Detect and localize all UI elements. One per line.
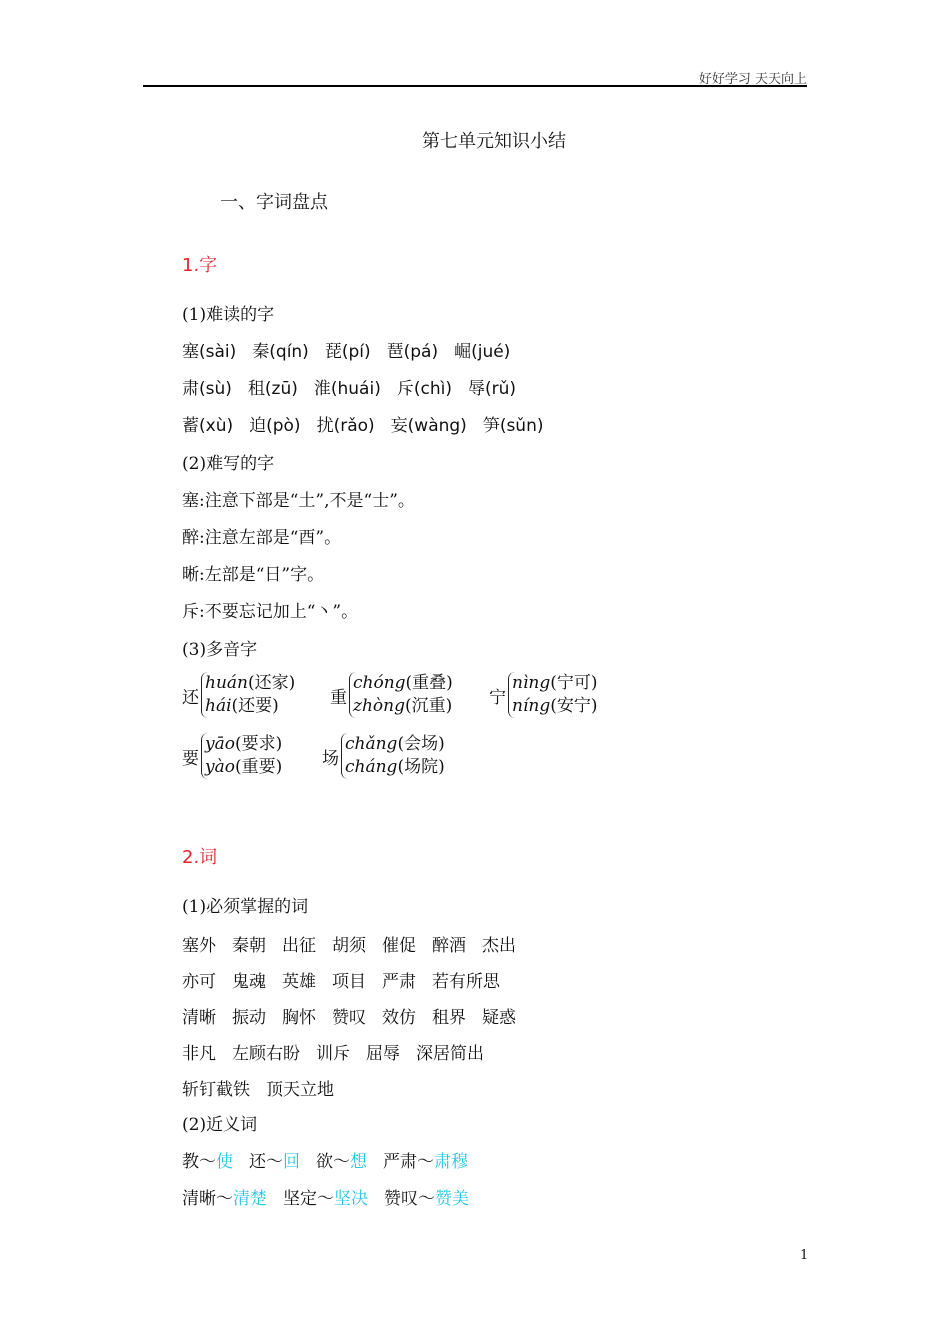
- reading: [512, 672, 597, 695]
- character: 淮: [313, 379, 331, 399]
- pinyin: (sài): [199, 342, 237, 362]
- reading: [205, 695, 295, 718]
- char-entry: [182, 379, 232, 399]
- vocab-word: 杰出: [482, 936, 516, 956]
- synonym-pair: [316, 1152, 367, 1172]
- vocab-word: 项目: [332, 972, 366, 992]
- vocab-word: 顶天立地: [266, 1080, 334, 1100]
- vocab-word: 租界: [432, 1008, 466, 1028]
- vocab-word: 胸怀: [282, 1008, 316, 1028]
- character: 笋: [482, 416, 500, 436]
- hard-write-item: 晰:左部是“日”字。: [182, 565, 325, 585]
- reading: [205, 733, 282, 756]
- must-master-label: (1)必须掌握的词: [182, 897, 309, 917]
- vocab-word: 深居简出: [416, 1044, 484, 1064]
- character: 塞: [182, 342, 199, 362]
- synonym-word: 严肃: [383, 1152, 417, 1172]
- pinyin: (sù): [199, 379, 232, 399]
- character: 崛: [454, 342, 472, 362]
- synonym-pair: [283, 1189, 368, 1209]
- vocab-word: 左顾右盼: [232, 1044, 300, 1064]
- word-row-1: [182, 931, 516, 956]
- synonym-answer: 坚决: [334, 1189, 368, 1209]
- char-entry: [387, 342, 438, 362]
- subsection-heading-characters: 1.字: [182, 255, 218, 276]
- synonym-sep: ～: [417, 1152, 434, 1172]
- polyphone-label: (3)多音字: [182, 640, 258, 660]
- reading-pinyin: chǎng: [345, 734, 398, 754]
- pinyin: (rǔ): [484, 379, 516, 399]
- section-heading: 一、字词盘点: [220, 192, 328, 213]
- pinyin: (qín): [269, 342, 309, 362]
- hard-read-row-3: [182, 411, 543, 436]
- synonym-word: 教: [182, 1152, 199, 1172]
- reading: [345, 756, 445, 779]
- synonym-answer: 肃穆: [434, 1152, 468, 1172]
- reading-word: (还家): [247, 673, 296, 693]
- hard-write-item: 斥:不要忘记加上“丶”。: [182, 602, 359, 622]
- hard-read-label: (1)难读的字: [182, 305, 275, 325]
- reading-brace: [341, 733, 445, 779]
- vocab-word: 胡须: [332, 936, 366, 956]
- pinyin: (rǎo): [333, 416, 375, 436]
- synonym-word: 赞叹: [384, 1189, 418, 1209]
- vocab-word: 振动: [232, 1008, 266, 1028]
- char-entry: [252, 342, 309, 362]
- reading-brace: [508, 672, 597, 718]
- char-entry: [248, 379, 298, 399]
- synonym-sep: ～: [418, 1189, 435, 1209]
- synonym-sep: ～: [266, 1152, 283, 1172]
- reading-pinyin: chóng: [353, 673, 406, 693]
- synonym-sep: ～: [216, 1189, 233, 1209]
- char-entry: [454, 342, 510, 362]
- polyphone-char: 还: [182, 687, 199, 708]
- subsection-heading-words: 2.词: [182, 847, 218, 868]
- pinyin: (sǔn): [499, 416, 544, 436]
- vocab-word: 非凡: [182, 1044, 216, 1064]
- reading-pinyin: yāo: [205, 734, 235, 754]
- polyphone-group: [182, 733, 282, 779]
- vocab-word: 秦朝: [232, 936, 266, 956]
- reading-word: (重要): [234, 757, 283, 777]
- character: 迫: [249, 416, 267, 436]
- char-entry: [182, 416, 233, 436]
- vocab-word: 醉酒: [432, 936, 466, 956]
- reading-pinyin: zhòng: [353, 696, 405, 716]
- character: 斥: [396, 379, 414, 399]
- polyphone-group: [182, 672, 295, 718]
- character: 妄: [390, 416, 408, 436]
- synonym-answer: 回: [283, 1152, 300, 1172]
- polyphone-group: [322, 733, 445, 779]
- character: 租: [247, 379, 265, 399]
- synonym-word: 还: [249, 1152, 266, 1172]
- reading-word: (沉重): [404, 696, 453, 716]
- synonym-pair: [384, 1189, 469, 1209]
- hard-read-row-2: [182, 374, 516, 399]
- character: 秦: [252, 342, 270, 362]
- char-entry: [325, 342, 371, 362]
- synonym-answer: 使: [216, 1152, 233, 1172]
- hard-write-label: (2)难写的字: [182, 454, 275, 474]
- char-entry: [468, 379, 516, 399]
- reading: [353, 672, 453, 695]
- character: 扰: [316, 416, 334, 436]
- pinyin: (jué): [471, 342, 511, 362]
- polyphone-group: [489, 672, 597, 718]
- polyphone-group: [330, 672, 453, 718]
- reading-brace: [201, 733, 282, 779]
- reading-pinyin: nìng: [512, 673, 551, 693]
- pinyin: (pò): [266, 416, 301, 436]
- reading-word: (要求): [234, 734, 283, 754]
- synonym-label: (2)近义词: [182, 1115, 258, 1135]
- page-title: 第七单元知识小结: [422, 131, 566, 152]
- pinyin: (pá): [403, 342, 439, 362]
- word-row-2: [182, 967, 500, 992]
- reading-pinyin: huán: [205, 673, 248, 693]
- synonym-row-2: [182, 1184, 469, 1209]
- reading: [205, 672, 295, 695]
- vocab-word: 疑惑: [482, 1008, 516, 1028]
- page-header-text: 好好学习 天天向上: [698, 72, 807, 87]
- vocab-word: 塞外: [182, 936, 216, 956]
- synonym-sep: ～: [317, 1189, 334, 1209]
- char-entry: [314, 379, 381, 399]
- pinyin: (chì): [413, 379, 452, 399]
- vocab-word: 英雄: [282, 972, 316, 992]
- vocab-word: 斩钉截铁: [182, 1080, 250, 1100]
- synonym-pair: [249, 1152, 300, 1172]
- reading-pinyin: yào: [205, 757, 235, 777]
- header-rule: [143, 85, 807, 87]
- reading-word: (会场): [397, 734, 445, 754]
- synonym-answer: 想: [350, 1152, 367, 1172]
- polyphone-char: 要: [182, 748, 199, 769]
- polyphone-char: 宁: [489, 687, 506, 708]
- vocab-word: 出征: [282, 936, 316, 956]
- vocab-word: 训斥: [316, 1044, 350, 1064]
- pinyin: (wàng): [407, 416, 467, 436]
- synonym-word: 清晰: [182, 1189, 216, 1209]
- reading-word: (还要): [231, 696, 279, 716]
- vocab-word: 效仿: [382, 1008, 416, 1028]
- vocab-word: 清晰: [182, 1008, 216, 1028]
- vocab-word: 严肃: [382, 972, 416, 992]
- word-row-5: [182, 1075, 334, 1100]
- character: 琶: [386, 342, 404, 362]
- hard-write-item: 醉:注意左部是“酉”。: [182, 528, 342, 548]
- character: 琵: [324, 342, 342, 362]
- vocab-word: 亦可: [182, 972, 216, 992]
- reading: [345, 733, 445, 756]
- char-entry: [397, 379, 452, 399]
- hard-write-item: 塞:注意下部是“土”,不是“士”。: [182, 491, 415, 511]
- reading-pinyin: níng: [512, 696, 551, 716]
- reading-word: (安宁): [550, 696, 598, 716]
- reading-brace: [201, 672, 295, 718]
- character: 蓄: [182, 416, 199, 436]
- synonym-row-1: [182, 1147, 468, 1172]
- synonym-sep: ～: [333, 1152, 350, 1172]
- reading: [353, 695, 453, 718]
- pinyin: (xù): [199, 416, 234, 436]
- reading-word: (重叠): [405, 673, 453, 693]
- char-entry: [391, 416, 467, 436]
- char-entry: [182, 342, 236, 362]
- vocab-word: 屈辱: [366, 1044, 400, 1064]
- polyphone-char: 重: [330, 687, 347, 708]
- char-entry: [317, 416, 375, 436]
- reading: [205, 756, 282, 779]
- synonym-word: 坚定: [283, 1189, 317, 1209]
- character: 辱: [467, 379, 485, 399]
- reading-pinyin: cháng: [345, 757, 398, 777]
- reading-word: (场院): [397, 757, 445, 777]
- word-row-4: [182, 1039, 484, 1064]
- polyphone-char: 场: [322, 748, 339, 769]
- reading-pinyin: hái: [205, 696, 232, 716]
- reading-word: (宁可): [550, 673, 598, 693]
- pinyin: (huái): [330, 379, 381, 399]
- vocab-word: 鬼魂: [232, 972, 266, 992]
- synonym-word: 欲: [316, 1152, 333, 1172]
- pinyin: (zū): [264, 379, 298, 399]
- hard-read-row-1: [182, 337, 510, 362]
- page-number: 1: [800, 1248, 809, 1263]
- vocab-word: 若有所思: [432, 972, 500, 992]
- synonym-pair: [383, 1152, 468, 1172]
- synonym-answer: 清楚: [233, 1189, 267, 1209]
- synonym-pair: [182, 1152, 233, 1172]
- synonym-sep: ～: [199, 1152, 216, 1172]
- synonym-pair: [182, 1189, 267, 1209]
- char-entry: [249, 416, 300, 436]
- char-entry: [483, 416, 544, 436]
- pinyin: (pí): [341, 342, 371, 362]
- vocab-word: 赞叹: [332, 1008, 366, 1028]
- vocab-word: 催促: [382, 936, 416, 956]
- word-row-3: [182, 1003, 516, 1028]
- character: 肃: [182, 379, 199, 399]
- synonym-answer: 赞美: [435, 1189, 469, 1209]
- reading-brace: [349, 672, 453, 718]
- reading: [512, 695, 597, 718]
